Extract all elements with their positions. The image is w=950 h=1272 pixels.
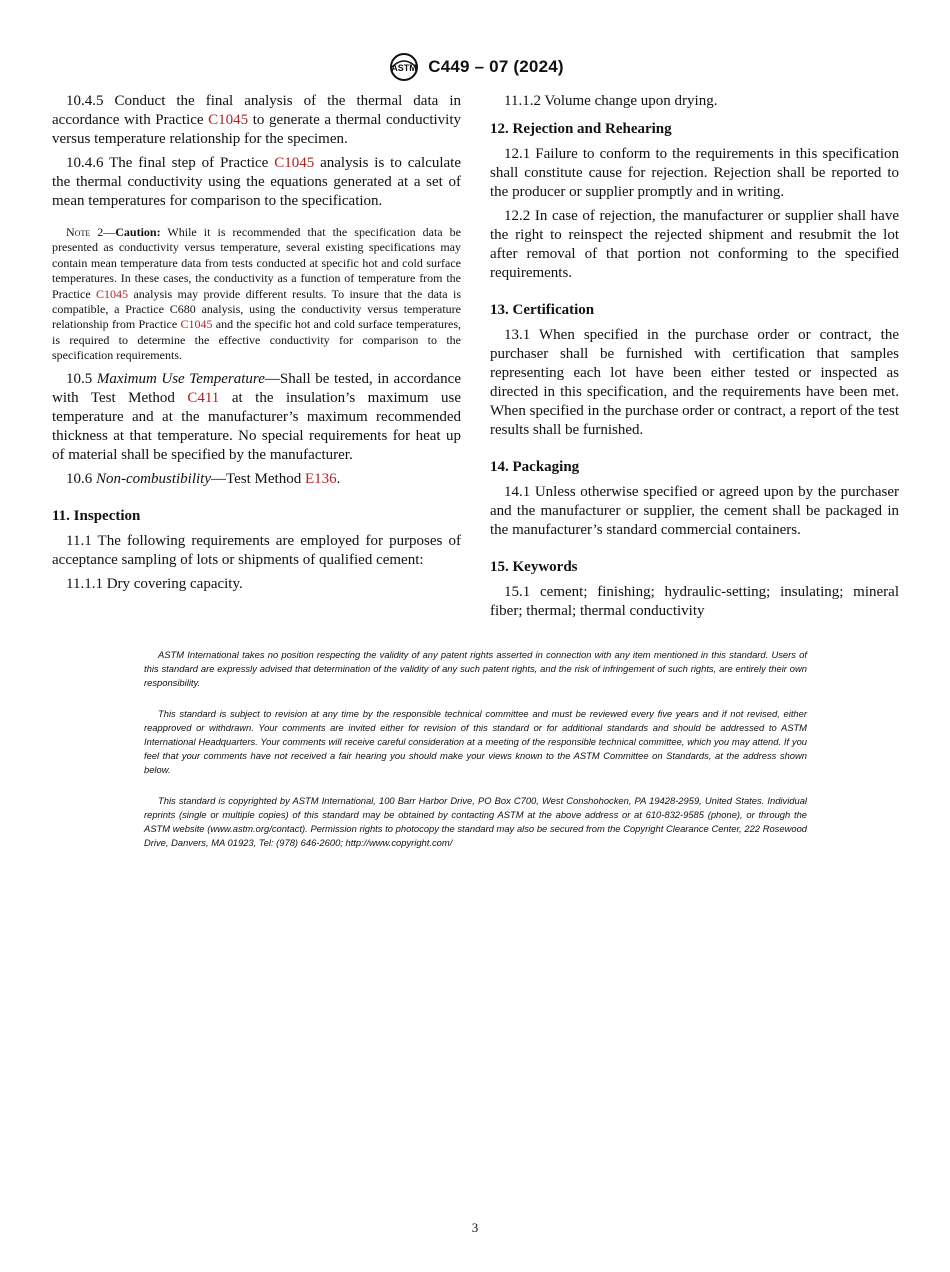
legal-footer (144, 648, 807, 868)
logo-text: ASTM (391, 63, 417, 73)
link-c1045[interactable]: C1045 (274, 155, 315, 171)
footer-revision-notice: This standard is subject to revision at any time by the responsible technical committee and must be reviewed every five years and if not revised, either reapproved or withdrawn. Your comments are invited either for revision of this standard or for additional standards and should be addressed to ASTM International Headquarters. Your comments will receive careful consideration at a meeting of the responsible technical committee, which you may attend. If you feel that your comments have not received a fair hearing you should make your views known to the ASTM Committee on Standards, at the address shown below. (144, 708, 807, 775)
section-10-6: 10.6 Non-combustibility—Test Method E136. (66, 470, 341, 487)
section-12-2: 12.2 In case of rejection, the manufacturer or supplier shall have the right to reinspect the rejected shipment and resubmit the lot after removal of that portion not conforming to the specified requirements. (490, 208, 899, 281)
section-10-4-6: 10.4.6 The final step of Practice C1045 analysis is to calculate the thermal conductivity using the equations generated at a set of mean temperatures for comparison to the specification. (52, 155, 461, 209)
heading-keywords: 15. Keywords (490, 559, 578, 575)
section-12-1: 12.1 Failure to conform to the requirements in this specification shall constitute cause for rejection. Rejection shall be reported to the producer or supplier promptly and in writing. (490, 146, 899, 200)
link-c1045[interactable]: C1045 (96, 286, 129, 301)
standard-designation: C449 – 07 (2024) (428, 57, 564, 76)
section-13-1: 13.1 When specified in the purchase order or contract, the purchaser shall be furnished with certification that samples representing each lot have been either tested or inspected as directed in this specification, and the requirements have been met. When specified in the purchase order or contract, a report of the test results shall be furnished. (490, 327, 899, 438)
page-header (0, 52, 950, 82)
link-c1045[interactable]: C1045 (208, 112, 249, 128)
section-10-4-5: 10.4.5 Conduct the final analysis of the thermal data in accordance with Practice C1045 to generate a thermal conductivity versus temperature relationship for the specimen. (52, 93, 461, 147)
link-e136[interactable]: E136 (304, 470, 337, 487)
footer-patent-notice: ASTM International takes no position respecting the validity of any patent rights asserted in connection with any item mentioned in this standard. Users of this standard are expressly advised that determination of the validity of any such patent rights, and the risk of infringement of such rights, are entirely their own responsibility. (144, 649, 807, 688)
heading-inspection: 11. Inspection (52, 507, 141, 524)
page-number: 3 (471, 1220, 479, 1235)
heading-packaging: 14. Packaging (490, 459, 580, 475)
footer-copyright-notice: This standard is copyrighted by ASTM International, 100 Barr Harbor Drive, PO Box C700, West Conshohocken, PA 19428-2959, United States. Individual reprints (single or multiple copies) of this standard may be obtained by contacting ASTM at the above address or at 610-832-9585 (phone), or through the ASTM website (www.astm.org/contact). Permission rights to photocopy the standard may also be secured from the Copyright Clearance Center, 222 Rosewood Drive, Danvers, MA 01923, Tel: (978) 646-2600; http://www.copyright.com/ (144, 795, 807, 848)
note-2: Note 2—Caution: While it is recommended that the specification data be presented as conductivity versus temperature, several existing specifications may contain mean temperature data from tests conducted at specific hot and cold surface temperatures. In these cases, the conductivity as a function of temperature from the Practice C1045 analysis may provide different results. To insure that the data is compatible, a Practice C680 analysis, using the conductivity versus temperature relationship from Practice C1045 and the specific hot and cold surface temperatures, is required to determine the effective conductivity for comparison to the specification requirements. (52, 225, 462, 363)
astm-logo-icon (386, 52, 422, 82)
section-15-1: 15.1 cement; finishing; hydraulic-setting; insulating; mineral fiber; thermal; thermal conductivity (490, 584, 899, 619)
section-11-1-1: 11.1.1 Dry covering capacity. (66, 575, 243, 592)
section-10-5: 10.5 Maximum Use Temperature—Shall be tested, in accordance with Test Method C411 at the insulation’s maximum use temperature and at the manufacturer’s maximum recommended thickness at that temperature. No special requirements for heat up of material shall be specified by the manufacturer. (52, 370, 462, 463)
section-14-1: 14.1 Unless otherwise specified or agreed upon by the purchaser and the manufacturer or supplier, the cement shall be packaged in the manufacturer’s standard commercial containers. (490, 484, 899, 538)
heading-rejection: 12. Rejection and Rehearing (490, 121, 672, 137)
right-column (490, 92, 899, 626)
section-11-1: 11.1 The following requirements are employed for purposes of acceptance sampling of lots or shipments of qualified cement: (52, 532, 461, 568)
link-c1045[interactable]: C1045 (180, 317, 213, 332)
heading-certification: 13. Certification (490, 302, 595, 318)
left-column (52, 92, 461, 599)
link-c411[interactable]: C411 (187, 389, 220, 406)
section-11-1-2: 11.1.2 Volume change upon drying. (504, 93, 718, 109)
